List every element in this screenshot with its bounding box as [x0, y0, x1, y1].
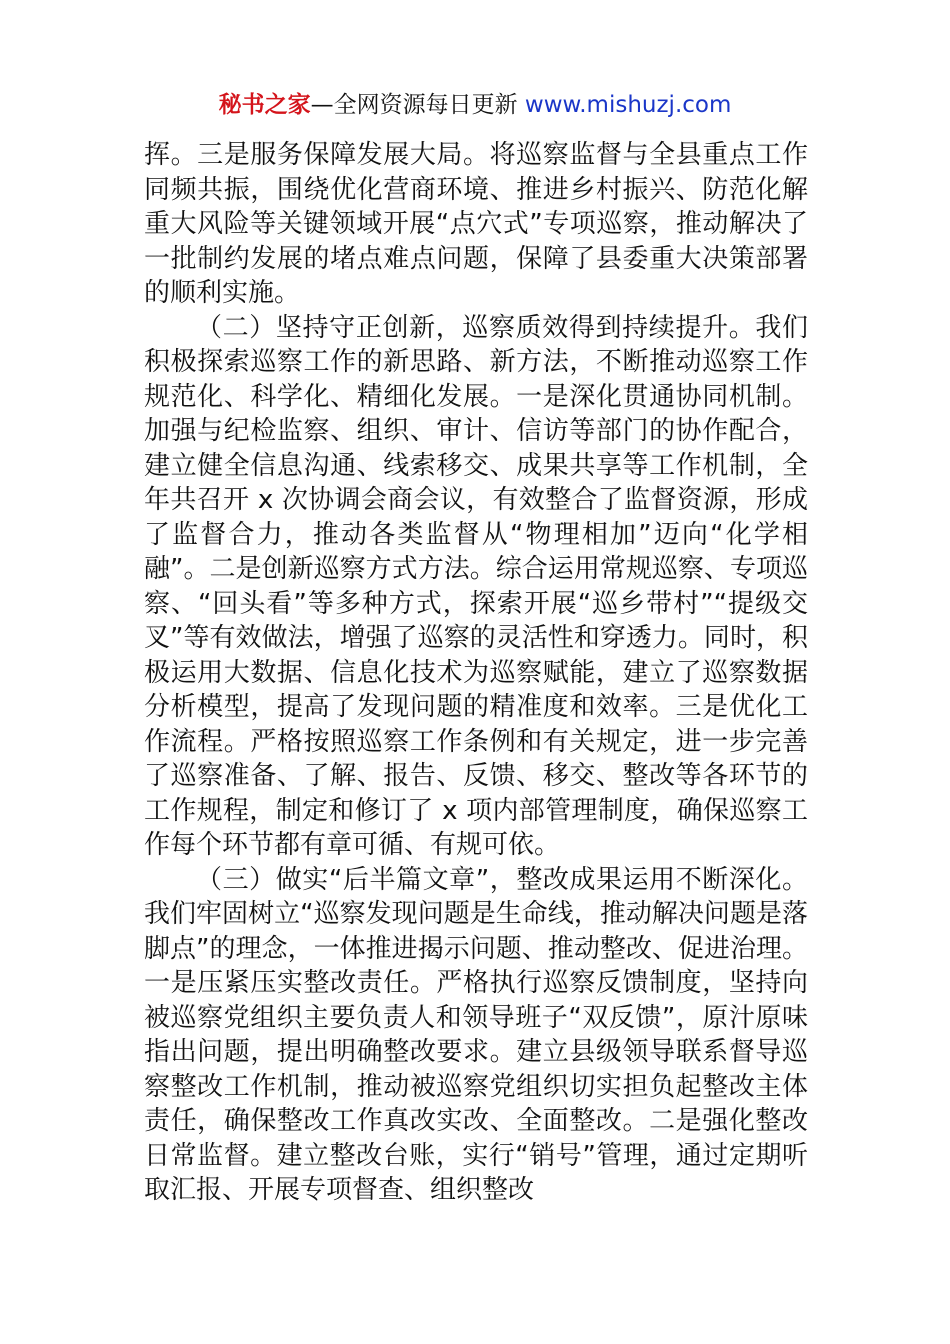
paragraph-section-3: （三）做实“后半篇文章”，整改成果运用不断深化。我们牢固树立“巡察发现问题是生命线，推动解决问题是落脚点”的理念，一体推进揭示问题、推动整改、促进治理。一是压紧压实整改责任。严格执行巡察反馈制度，坚持向被巡察党组织主要负责人和领导班子“双反馈”，原汁原味指出问题，提出明确整改要求。建立县级领导联系督导巡察整改工作机制，推动被巡察党组织切实担负起整改主体责任，确保整改工作真改实改、全面整改。二是强化整改日常监督。建立整改台账，实行“销号”管理，通过定期听取汇报、开展专项督查、组织整改: [144, 864, 808, 1205]
site-header: [0, 89, 950, 121]
paragraph-section-2: （二）坚持守正创新，巡察质效得到持续提升。我们积极探索巡察工作的新思路、新方法，不断推动巡察工作规范化、科学化、精细化发展。一是深化贯通协同机制。加强与纪检监察、组织、审计、信访等部门的协作配合，建立健全信息沟通、线索移交、成果共享等工作机制，全年共召开 x 次协调会商会议，有效整合了监督资源，形成了监督合力，推动各类监督从“物理相加”迈向“化学相融”。二是创新巡察方式方法。综合运用常规巡察、专项巡察、“回头看”等多种方式，探索开展“巡乡带村”“提级交叉”等有效做法，增强了巡察的灵活性和穿透力。同时，积极运用大数据、信息化技术为巡察赋能，建立了巡察数据分析模型，提高了发现问题的精准度和效率。三是优化工作流程。严格按照巡察工作条例和有关规定，进一步完善了巡察准备、了解、报告、反馈、移交、整改等各环节的工作规程，制定和修订了 x 项内部管理制度，确保巡察工作每个环节都有章可循、有规可依。: [144, 312, 808, 860]
site-url-link[interactable]: www.mishuzj.com: [524, 92, 732, 118]
paragraph-continuation: 挥。三是服务保障发展大局。将巡察监督与全县重点工作同频共振，围绕优化营商环境、推进乡村振兴、防范化解重大风险等关键领域开展“点穴式”专项巡察，推动解决了一批制约发展的堵点难点问题，保障了县委重大决策部署的顺利实施。: [144, 140, 808, 308]
brand-name: 秘书之家: [218, 92, 311, 118]
document-body: [144, 138, 808, 1208]
header-tagline: —全网资源每日更新: [310, 92, 525, 118]
